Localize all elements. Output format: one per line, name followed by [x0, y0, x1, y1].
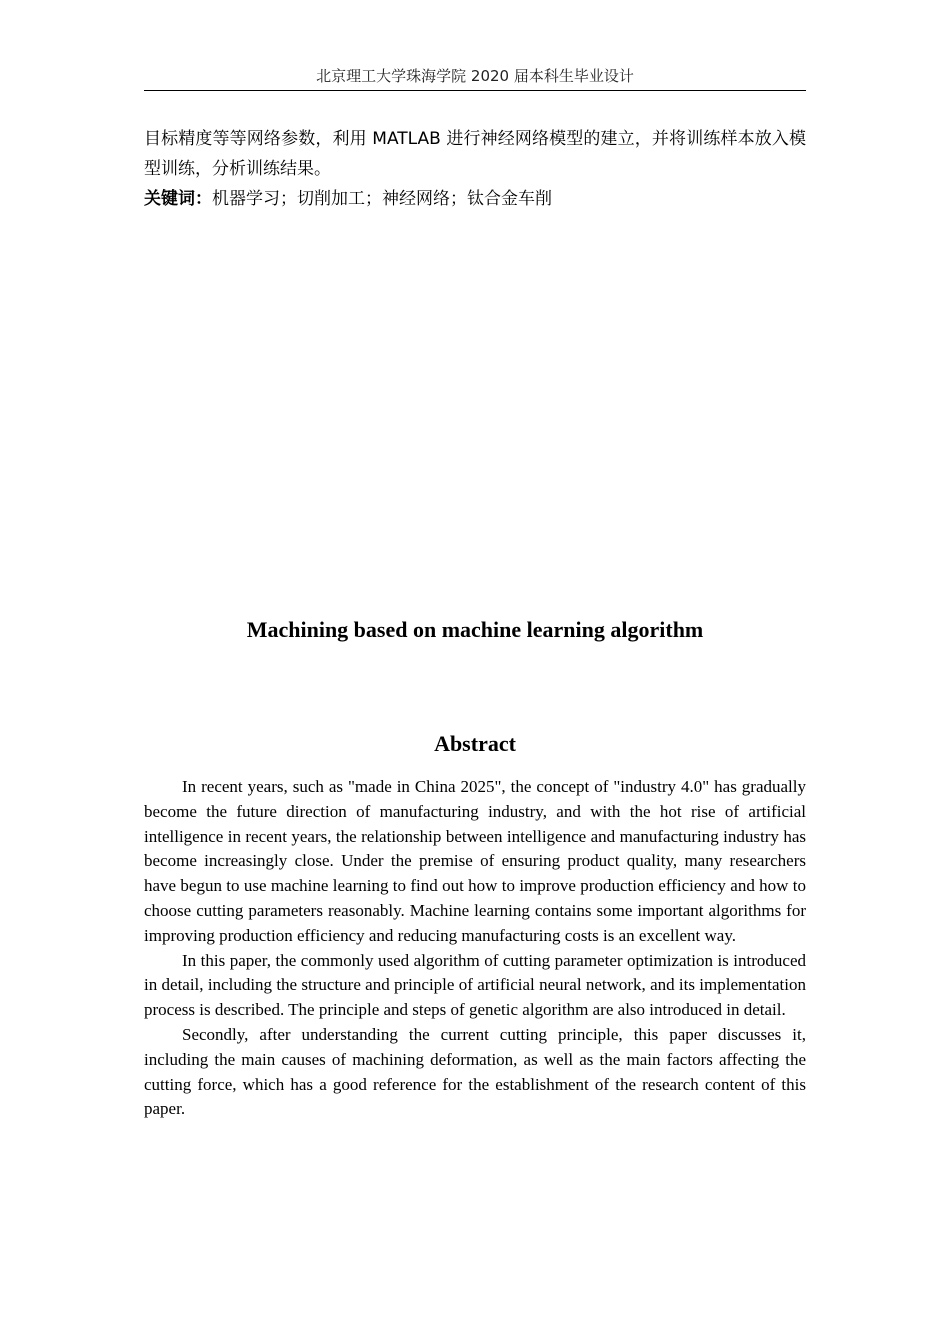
keywords-list: 机器学习；切削加工；神经网络；钛合金车削	[212, 189, 552, 209]
chinese-keywords	[144, 184, 806, 214]
abstract-paragraph: In recent years, such as "made in China 2025", the concept of "industry 4.0" has gradually become the future direction of manufacturing industry, and with the hot rise of artificial intelligence in recent years, the relationship between intelligence and manufacturing industry has become increasingly close. Under the premise of ensuring product quality, many researchers have begun to use machine learning to find out how to improve production efficiency and how to choose cutting parameters reasonably. Machine learning contains some important algorithms for improving production efficiency and reducing manufacturing costs is an excellent way.	[144, 777, 806, 945]
english-title: Machining based on machine learning algorithm	[246, 617, 704, 642]
header-divider	[144, 90, 806, 91]
chinese-abstract-continuation: 目标精度等等网络参数，利用 MATLAB 进行神经网络模型的建立，并将训练样本放入模型训练，分析训练结果。	[144, 129, 806, 179]
abstract-paragraph: In this paper, the commonly used algorithm of cutting parameter optimization is introduced in detail, including the structure and principle of artificial neural network, and its implementation process is described. The principle and steps of genetic algorithm are also introduced in detail.	[144, 950, 806, 1020]
abstract-paragraph: Secondly, after understanding the current cutting principle, this paper discusses it, including the main causes of machining deformation, as well as the main factors affecting the cutting force, which has a good reference for the establishment of the research content of this paper.	[144, 1024, 806, 1119]
abstract-heading: Abstract	[434, 731, 516, 756]
page-header: 北京理工大学珠海学院 2020 届本科生毕业设计	[316, 67, 634, 85]
abstract-body	[144, 775, 806, 1122]
keywords-label: 关键词：	[144, 189, 212, 209]
